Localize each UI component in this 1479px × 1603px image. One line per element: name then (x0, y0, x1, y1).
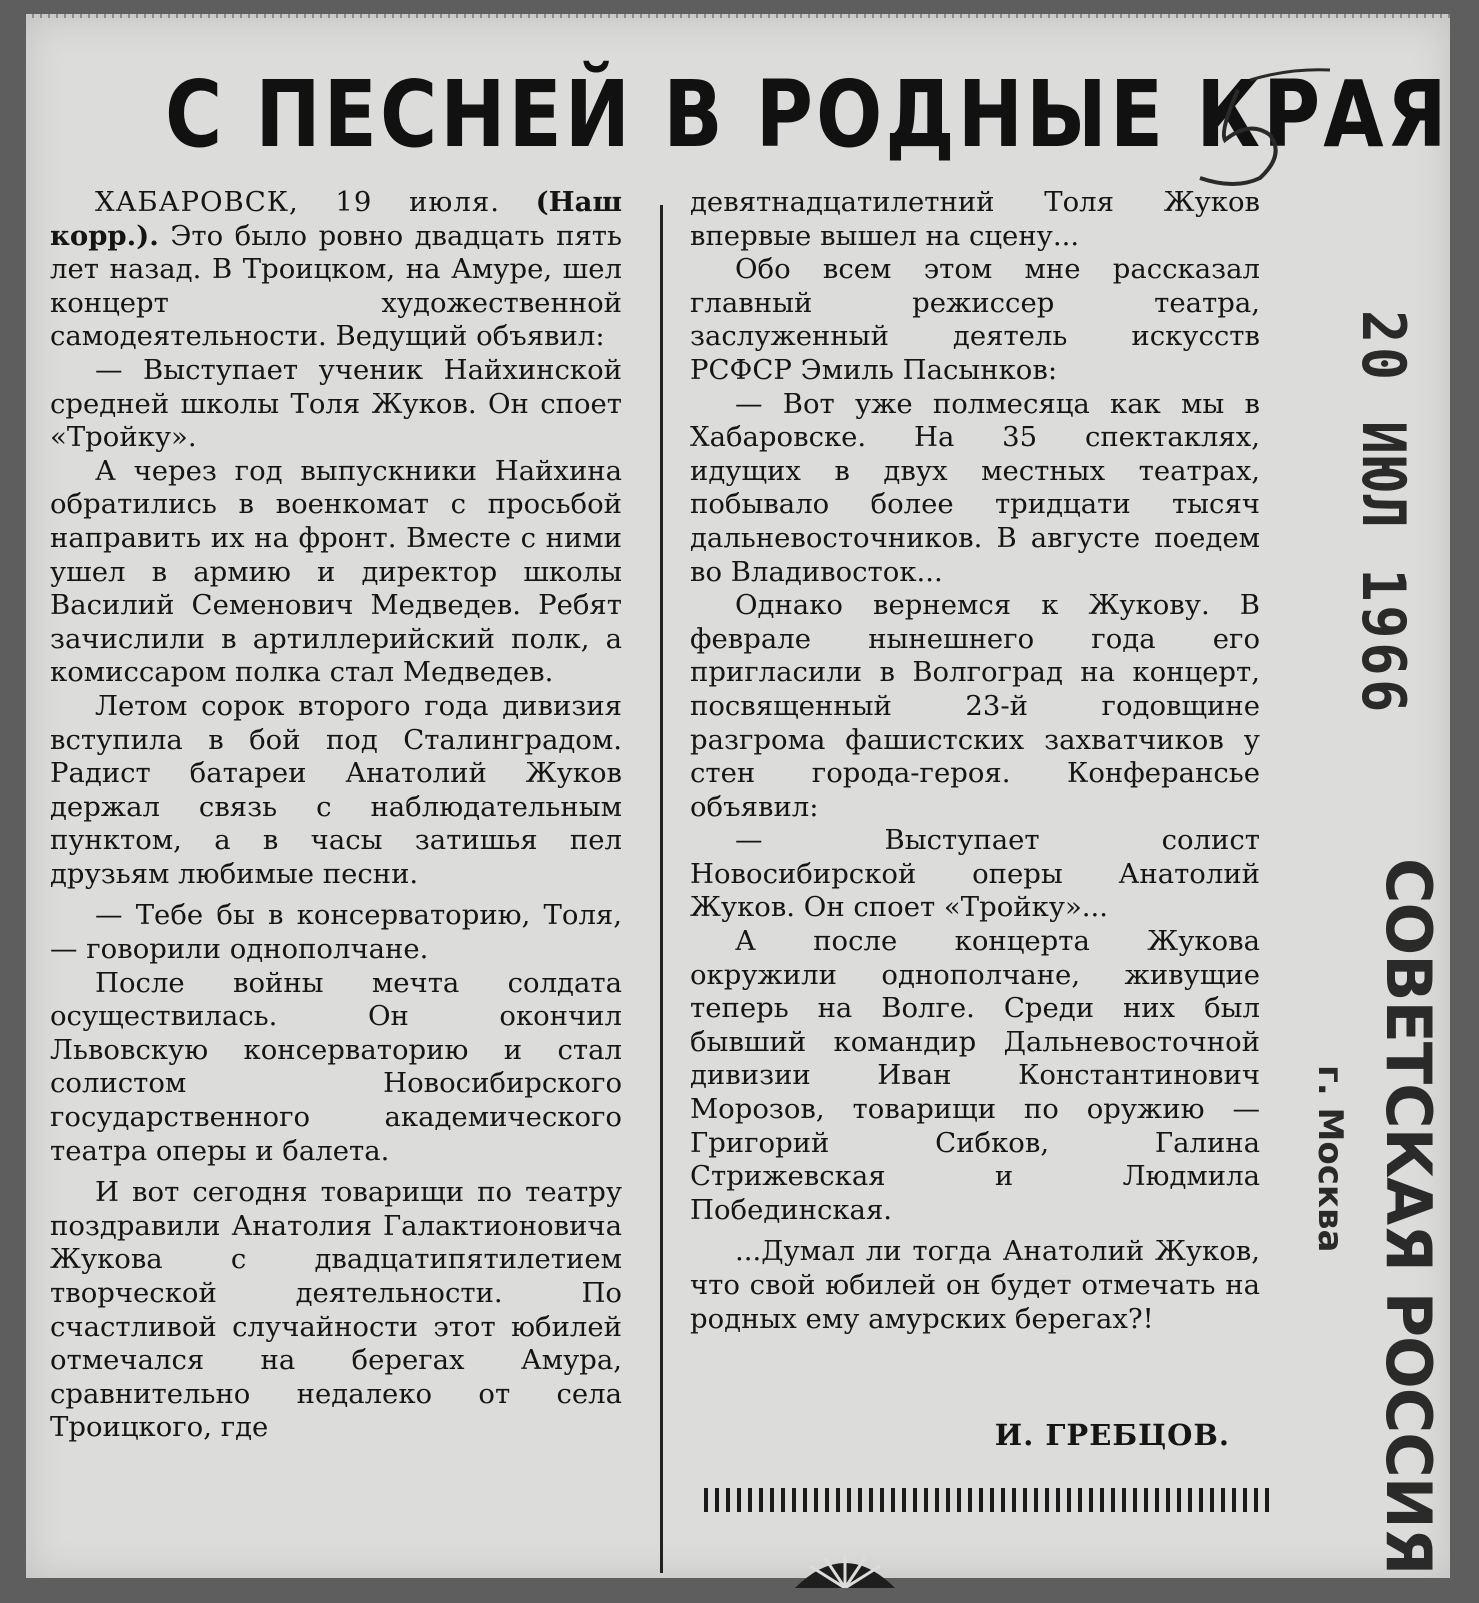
paragraph: — Выступает солист Новосибирской оперы Анатолий Жуков. Он споет «Тройку»... (690, 824, 1260, 924)
paragraph: Однако вернемся к Жукову. В феврале нынешнего года его пригласили в Волгоград на концерт, посвященный 23-й годовщине разгрома фашистских захватчиков у стен города-героя. Конферансье объявил: (690, 589, 1260, 823)
author-signature: И. ГРЕБЦОВ. (994, 1418, 1230, 1452)
city-stamp: г. Москва (1310, 1065, 1350, 1253)
article-headline: С ПЕСНЕЙ В РОДНЫЕ КРАЯ (165, 62, 1450, 169)
dateline: ХАБАРОВСК, 19 июля. (95, 186, 500, 218)
paragraph: А после концерта Жукова окружили однополчане, живущие теперь на Волге. Среди них был бывший командир Дальневосточной дивизии Иван Константинович Морозов, товарищи по оружию — Григорий Сибков, Галина Стрижевская и Людмила Побединская. (690, 925, 1260, 1226)
end-rule (704, 1488, 1274, 1512)
handwritten-number-text: 5 (1180, 60, 1181, 61)
paragraph: Летом сорок второго года дивизия вступила в бой под Сталинградом. Радист батареи Анатолий Жуков держал связь с наблюдательным пунктом, а в часы затишья пел друзьям любимые песни. (50, 689, 622, 890)
continuation-paragraph: девятнадцатилетний Толя Жуков впервые вышел на сцену... (690, 186, 1260, 252)
handwritten-page-number (1180, 60, 1340, 190)
paragraph: И вот сегодня товарищи по театру поздравили Анатолия Галактионовича Жукова с двадцатипятилетием творческой деятельности. По счастливой случайности этот юбилей отмечался на берегах Амура, сравнительно недалеко от села Троицкого, где (50, 1176, 622, 1444)
paragraph: ...Думал ли тогда Анатолий Жуков, что свой юбилей он будет отмечать на родных ему амурских берегах?! (690, 1235, 1260, 1335)
date-stamp: 20 ИЮЛ 1966 (1348, 310, 1418, 717)
newspaper-name-stamp: СОВЕТСКАЯ РОССИЯ (1372, 858, 1445, 1575)
byline: (Наш корр.). (50, 186, 622, 252)
ornament-icon (790, 1548, 900, 1588)
paragraph: После войны мечта солдата осуществилась. Он окончил Львовскую консерваторию и стал солистом Новосибирского государственного академического театра оперы и балета. (50, 966, 622, 1167)
article-column-1 (50, 186, 622, 1445)
lead-paragraph (50, 186, 622, 354)
column-divider (660, 205, 663, 1573)
article-column-2 (690, 186, 1260, 1336)
lead-text: Это было ровно двадцать пять лет назад. В Троицком, на Амуре, шел концерт художественной самодеятельности. Ведущий объявил: (50, 219, 622, 353)
paragraph: — Выступает ученик Найхинской средней школы Толя Жуков. Он споет «Тройку». (50, 353, 622, 454)
paragraph: Обо всем этом мне рассказал главный режиссер театра, заслуженный деятель искусств РСФСР Эмиль Пасынков: (690, 253, 1260, 386)
paragraph: А через год выпускники Найхина обратились в военкомат с просьбой направить их на фронт. Вместе с ними ушел в армию и директор школы Василий Семенович Медведев. Ребят зачислили в артиллерийский полк, а комиссаром полка стал Медведев. (50, 454, 622, 689)
paragraph: — Вот уже полмесяца как мы в Хабаровске. На 35 спектаклях, идущих в двух местных театрах, побывало более тридцати тысяч дальневосточников. В августе поедем во Владивосток... (690, 387, 1260, 588)
paragraph: — Тебе бы в консерваторию, Толя, — говорили однополчане. (50, 899, 622, 966)
